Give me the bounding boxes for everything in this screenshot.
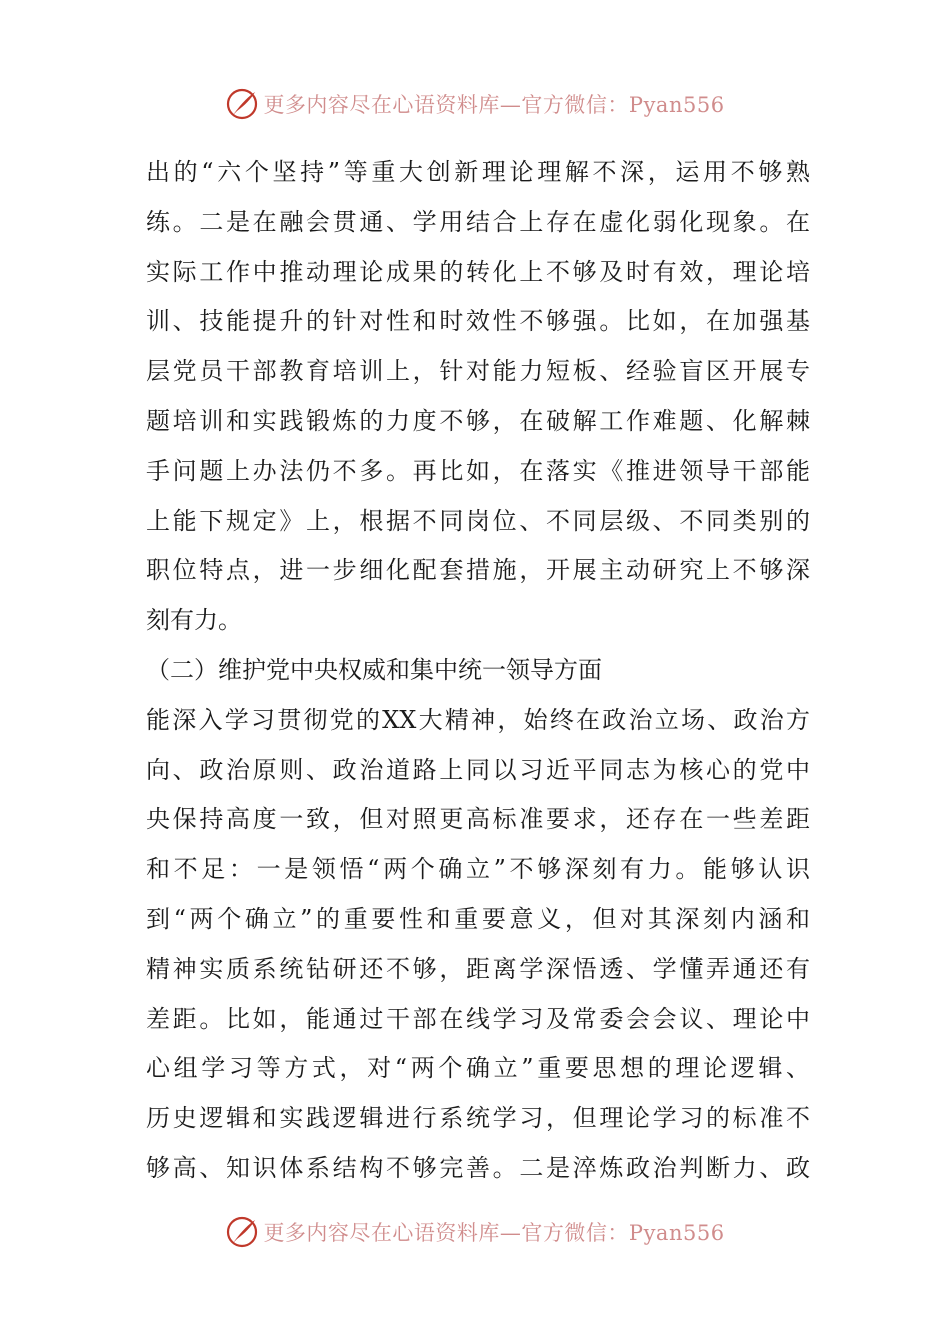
text-line: 够高、知识体系结构不够完善。二是淬炼政治判断力、政 [146,1153,810,1182]
text-line: 手问题上办法仍不多。再比如，在落实《推进领导干部能 [146,456,810,485]
text-line: 差距。比如，能通过干部在线学习及常委会会议、理论中 [146,1004,810,1033]
text-line: 能深入学习贯彻党的XX大精神，始终在政治立场、政治方 [146,705,810,734]
text-line: 历史逻辑和实践逻辑进行系统学习，但理论学习的标准不 [146,1104,810,1133]
watermark-banner-top [0,84,950,124]
document-body [146,148,810,1194]
watermark-banner-bottom [0,1212,950,1252]
text-line: 职位特点，进一步细化配套措施，开展主动研究上不够深 [146,556,810,585]
text-line: 心组学习等方式，对“两个确立”重要思想的理论逻辑、 [146,1054,810,1083]
watermark-text: 更多内容尽在心语资料库—官方微信：Pyan556 [263,93,725,117]
text-line: 出的“六个坚持”等重大创新理论理解不深，运用不够熟 [146,158,810,186]
text-line: 题培训和实践锻炼的力度不够，在破解工作难题、化解棘 [146,406,810,435]
watermark-text: 更多内容尽在心语资料库—官方微信：Pyan556 [263,1221,725,1245]
text-line: 刻有力。 [146,606,242,635]
text-line: 练。二是在融会贯通、学用结合上存在虚化弱化现象。在 [146,207,810,236]
text-line: 到“两个确立”的重要性和重要意义，但对其深刻内涵和 [146,904,810,933]
text-line: 央保持高度一致，但对照更高标准要求，还存在一些差距 [146,805,810,834]
text-line: 精神实质系统钻研还不够，距离学深悟透、学懂弄通还有 [146,954,810,983]
text-line: 向、政治原则、政治道路上同以习近平同志为核心的党中 [146,755,810,784]
quill-in-circle-icon [225,1215,259,1249]
text-line: 层党员干部教育培训上，针对能力短板、经验盲区开展专 [146,357,810,386]
text-line: 上能下规定》上，根据不同岗位、不同层级、不同类别的 [146,506,810,535]
text-line: 训、技能提升的针对性和时效性不够强。比如，在加强基 [146,307,810,336]
text-line: 实际工作中推动理论成果的转化上不够及时有效，理论培 [146,257,810,286]
quill-in-circle-icon [225,87,259,121]
section-heading: （二）维护党中央权威和集中统一领导方面 [146,655,602,684]
text-line: 和不足：一是领悟“两个确立”不够深刻有力。能够认识 [146,855,810,884]
